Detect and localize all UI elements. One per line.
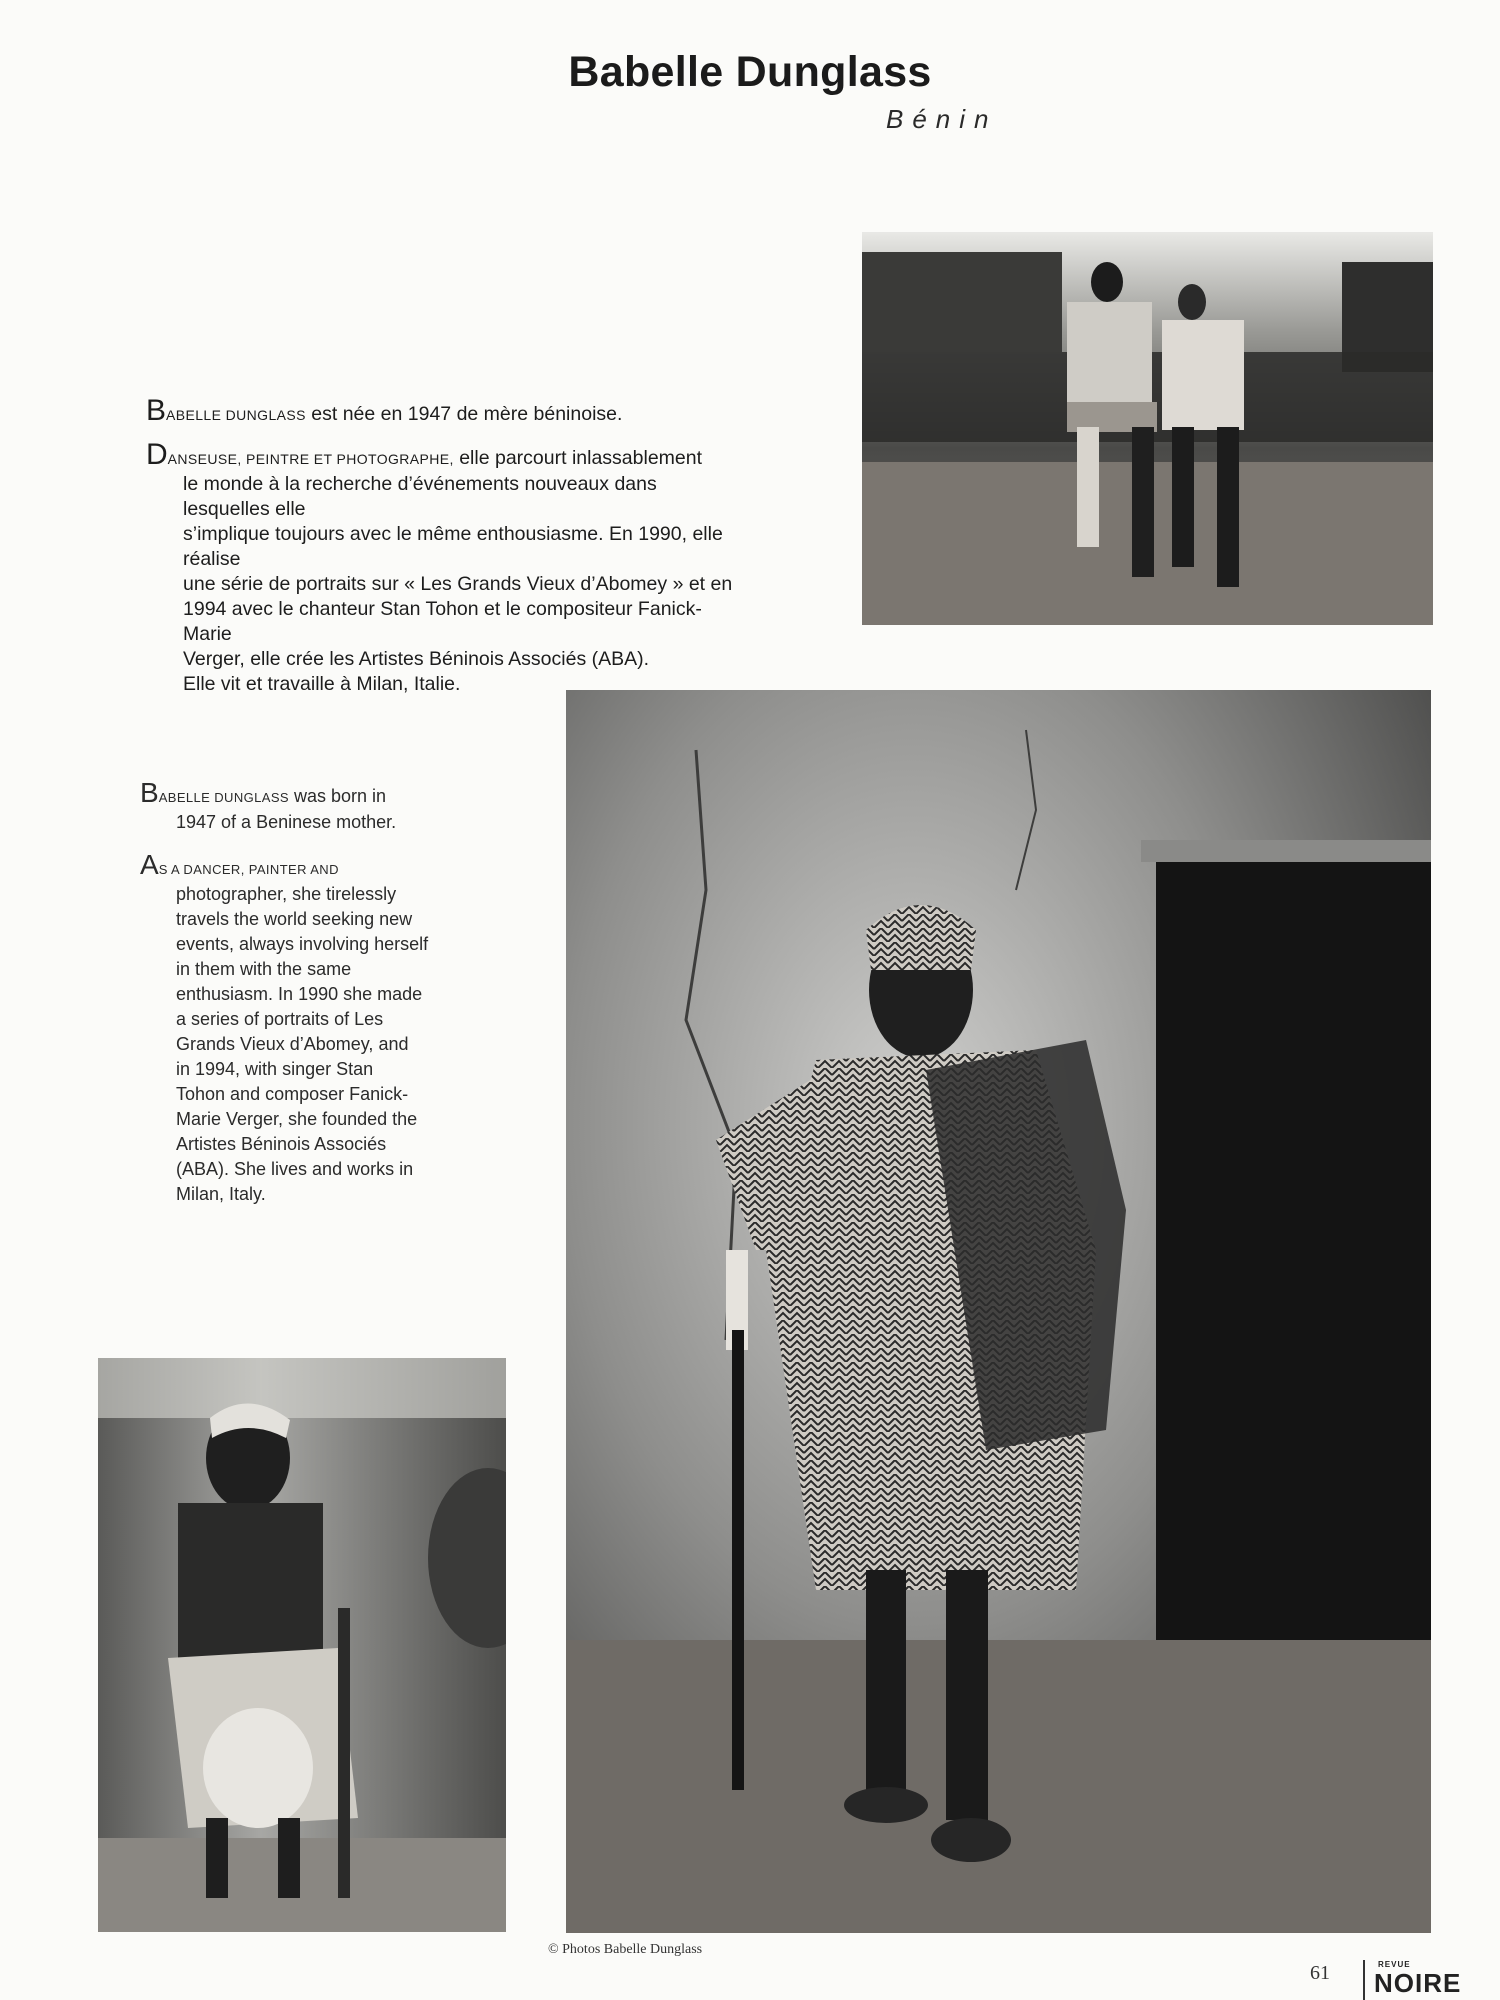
english-line: in 1994, with singer Stan <box>176 1059 374 1079</box>
photo-credit: © Photos Babelle Dunglass <box>548 1942 703 1957</box>
english-line: Marie Verger, she founded the <box>176 1109 418 1129</box>
english-line: in them with the same <box>176 959 352 979</box>
english-line: Grands Vieux d’Abomey, and <box>176 1034 409 1054</box>
english-line: travels the world seeking new <box>176 909 413 929</box>
french-paragraph-2 <box>146 438 746 472</box>
french-p2-first-line: elle parcourt inlassablement <box>453 447 703 469</box>
photo-two-seated-men <box>862 232 1433 625</box>
french-line: Elle vit et travaille à Milan, Italie. <box>183 673 461 695</box>
page-title: Babelle Dunglass <box>568 48 932 96</box>
english-p2-body <box>140 882 470 1207</box>
footer-divider <box>1363 1960 1365 2000</box>
english-line: a series of portraits of Les <box>176 1009 384 1029</box>
english-text <box>140 777 470 1207</box>
photo-elder-with-cane <box>566 690 1431 1933</box>
page-number: 61 <box>1310 1962 1330 1984</box>
english-p2-smallcaps: S A DANCER, PAINTER AND <box>158 862 339 877</box>
english-line: Milan, Italy. <box>176 1184 266 1204</box>
english-p1-body <box>140 810 470 835</box>
french-p1-smallcaps: ABELLE DUNGLASS <box>166 407 306 423</box>
english-line: photographer, she tirelessly <box>176 884 397 904</box>
french-p2-smallcaps: ANSEUSE, PEINTRE ET PHOTOGRAPHE, <box>167 451 454 467</box>
english-line: 1947 of a Beninese mother. <box>176 812 397 832</box>
french-paragraph-1 <box>146 394 746 428</box>
english-line: enthusiasm. In 1990 she made <box>176 984 423 1004</box>
page-subtitle: Bénin <box>886 104 998 134</box>
english-p1-initial: B <box>140 777 159 808</box>
english-line: Tohon and composer Fanick- <box>176 1084 409 1104</box>
english-line: (ABA). She lives and works in <box>176 1159 414 1179</box>
english-p1-smallcaps: ABELLE DUNGLASS <box>158 790 289 805</box>
french-line: une série de portraits sur « Les Grands Vieux d’Abomey » et en <box>183 573 733 595</box>
french-line: 1994 avec le chanteur Stan Tohon et le compositeur Fanick-Marie <box>183 598 702 645</box>
french-line: s’implique toujours avec le même enthousiasme. En 1990, elle réalise <box>183 523 723 570</box>
english-line: Artistes Béninois Associés <box>176 1134 387 1154</box>
french-p1-initial: B <box>146 394 167 427</box>
french-p2-body <box>146 472 746 697</box>
photo-seated-elder <box>98 1358 506 1932</box>
french-line: le monde à la recherche d’événements nouveaux dans lesquelles elle <box>183 473 657 520</box>
french-text <box>146 394 746 697</box>
french-line: Verger, elle crée les Artistes Béninois Associés (ABA). <box>183 648 650 670</box>
english-paragraph-1 <box>140 777 470 810</box>
brand-label: NOIRE <box>1374 1968 1462 1998</box>
french-p1-rest: est née en 1947 de mère béninoise. <box>305 403 623 425</box>
french-p2-initial: D <box>146 438 168 471</box>
english-p2-initial: A <box>140 849 159 880</box>
brand-label-small: REVUE <box>1378 1960 1411 1969</box>
english-paragraph-2 <box>140 849 470 882</box>
english-p1-first-line: was born in <box>288 786 387 806</box>
english-line: events, always involving herself <box>176 934 429 954</box>
